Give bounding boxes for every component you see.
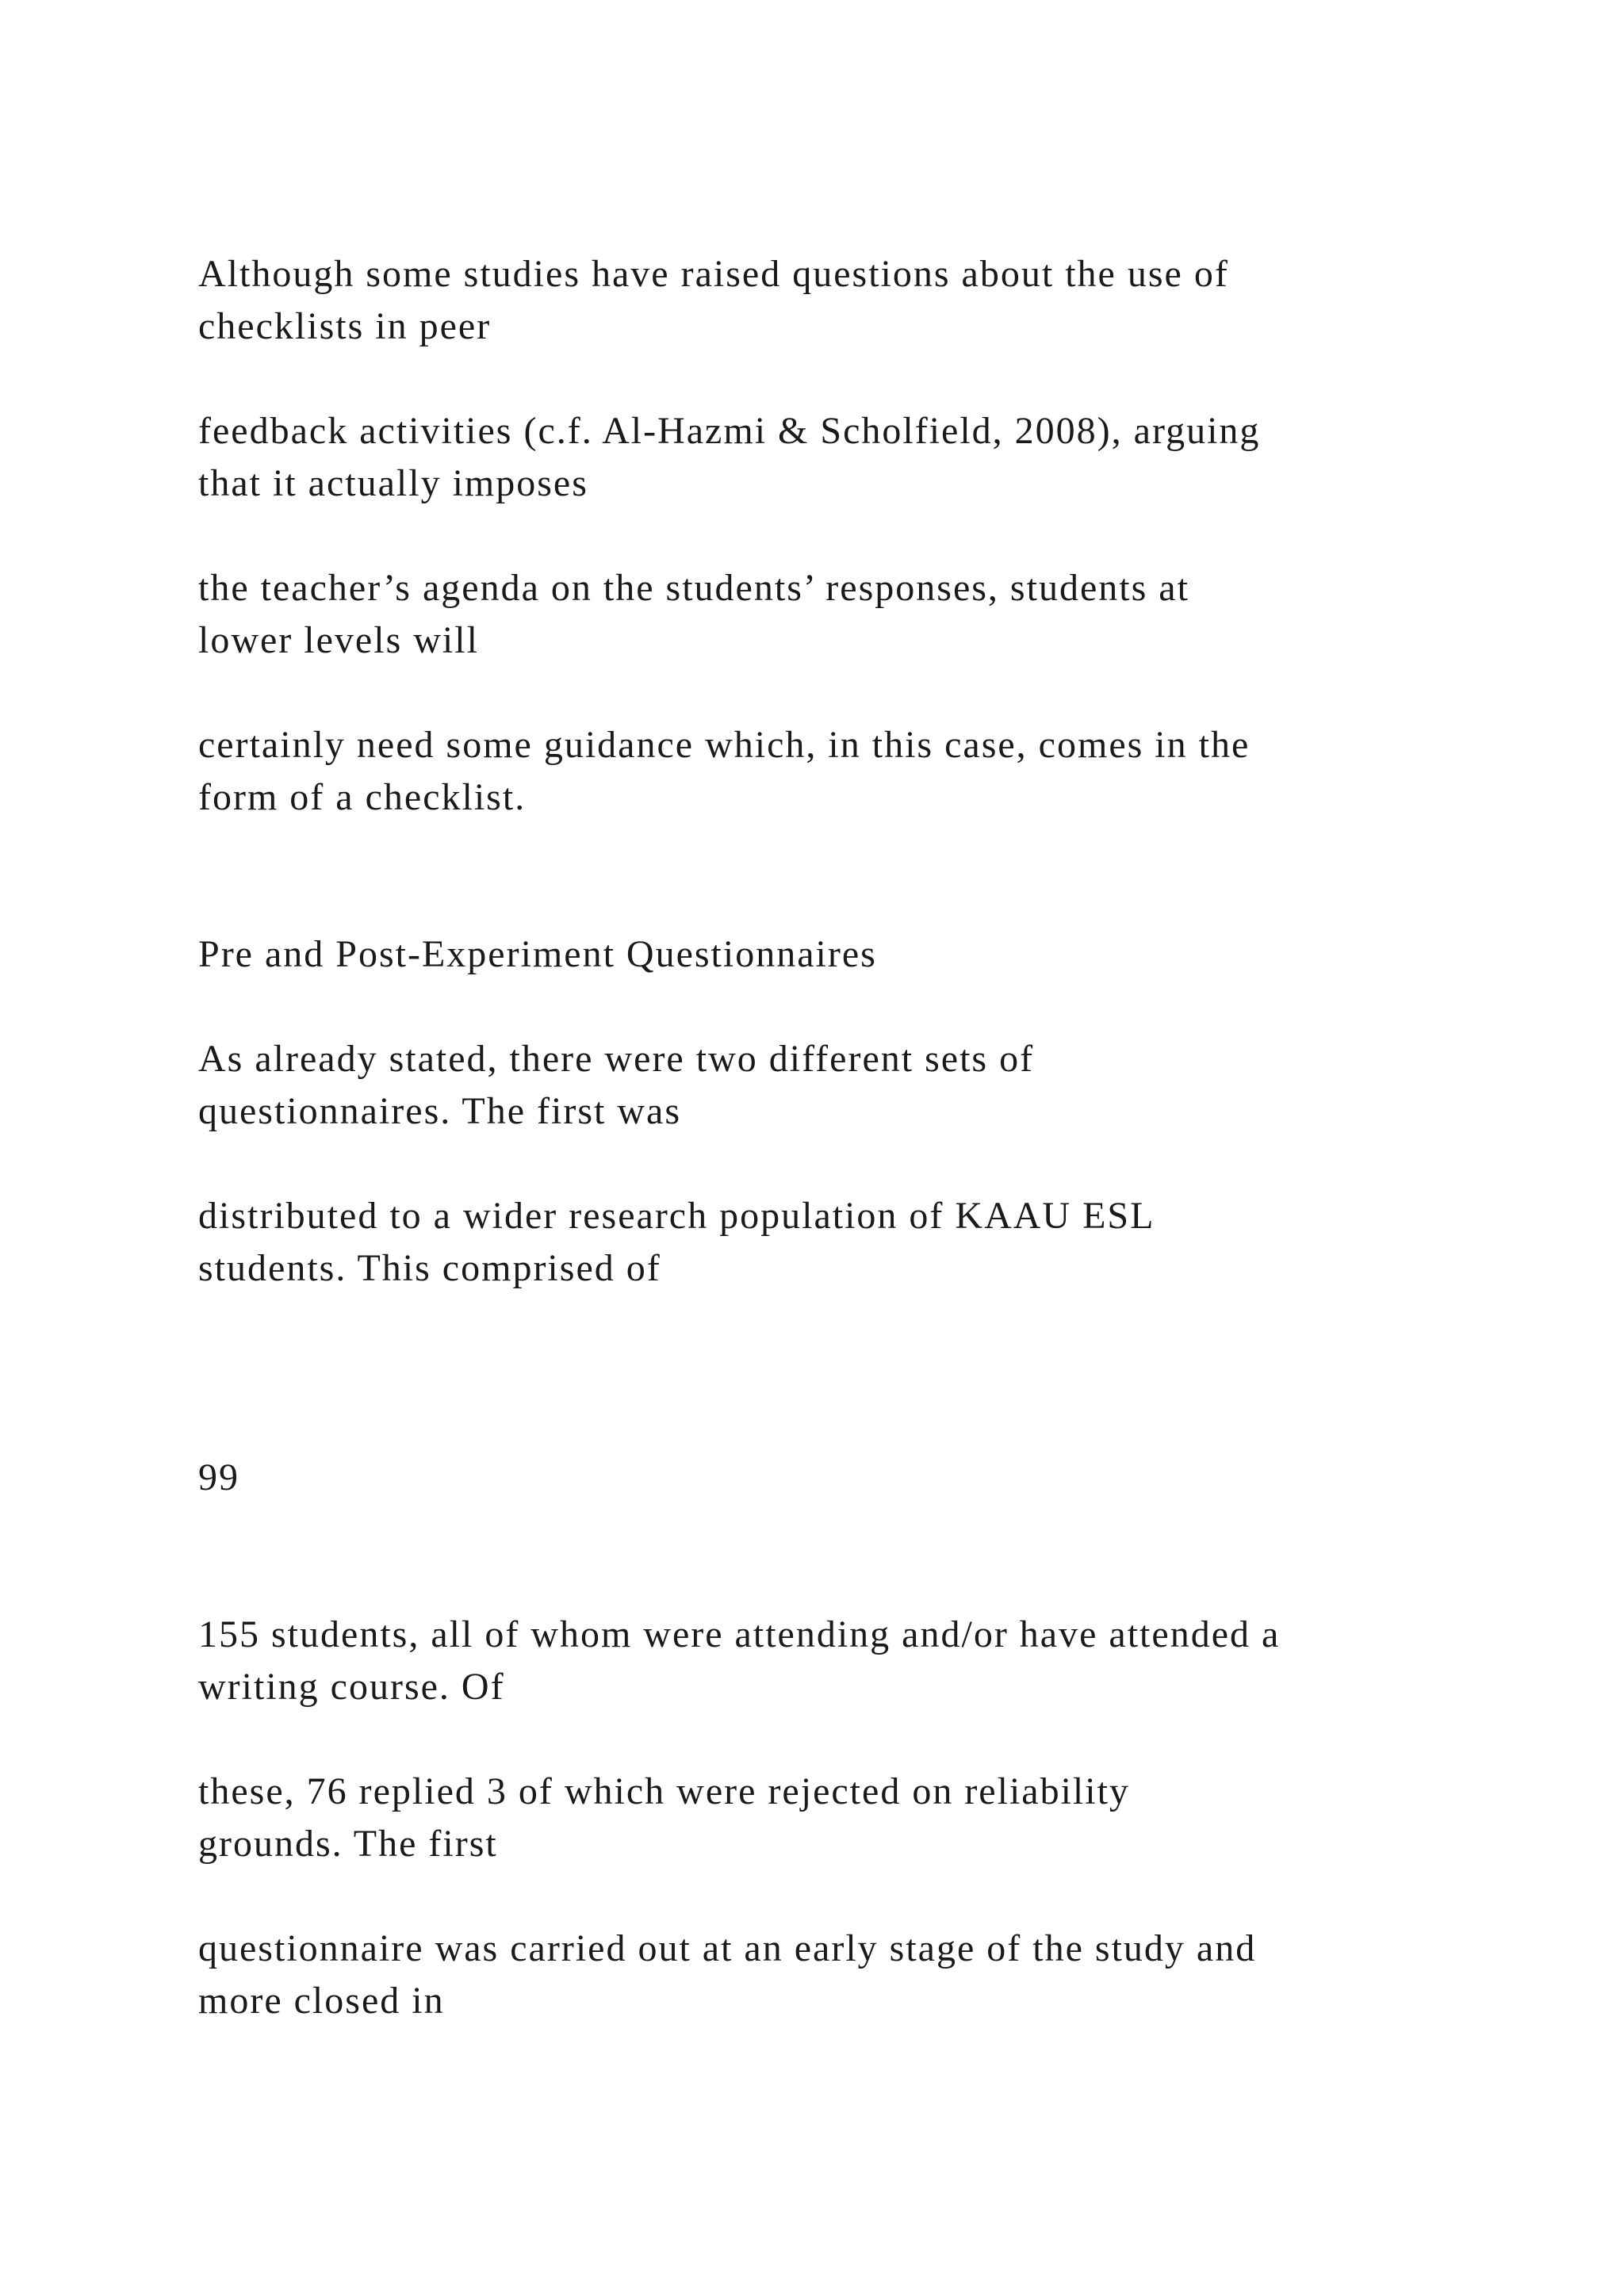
page-number <box>198 1452 1507 1504</box>
paragraph-8 <box>198 1766 1507 1870</box>
paragraph-1 <box>198 248 1507 353</box>
text-line: lower levels will <box>198 619 479 661</box>
text-line: more closed in <box>198 1980 445 2022</box>
text-line: feedback activities (c.f. Al-Hazmi & Scholfield, 2008), arguing <box>198 410 1261 452</box>
text-line: questionnaires. The first was <box>198 1090 681 1132</box>
section-heading <box>198 928 1507 981</box>
paragraph-3 <box>198 562 1507 667</box>
text-line: form of a checklist. <box>198 776 527 818</box>
text-line: students. This comprised of <box>198 1247 661 1289</box>
text-line: writing course. Of <box>198 1666 505 1708</box>
text-line: the teacher’s agenda on the students’ responses, students at <box>198 567 1189 609</box>
text-line: distributed to a wider research population of KAAU ESL <box>198 1195 1155 1237</box>
text-line: As already stated, there were two different sets of <box>198 1038 1035 1080</box>
text-line: that it actually imposes <box>198 462 588 504</box>
page-number-text: 99 <box>198 1456 239 1498</box>
paragraph-7 <box>198 1609 1507 1713</box>
paragraph-2 <box>198 405 1507 510</box>
paragraph-6 <box>198 1190 1507 1295</box>
paragraph-4 <box>198 719 1507 824</box>
text-line: 155 students, all of whom were attending and/or have attended a <box>198 1613 1281 1655</box>
text-line: checklists in peer <box>198 305 492 347</box>
text-line: grounds. The first <box>198 1823 498 1865</box>
text-line: questionnaire was carried out at an early stage of the study and <box>198 1927 1257 1969</box>
paragraph-9 <box>198 1923 1507 2027</box>
text-line: these, 76 replied 3 of which were rejected on reliability <box>198 1770 1130 1812</box>
heading-text: Pre and Post-Experiment Questionnaires <box>198 933 877 975</box>
text-line: Although some studies have raised questions about the use of <box>198 253 1229 295</box>
text-line: certainly need some guidance which, in this case, comes in the <box>198 724 1251 766</box>
paragraph-5 <box>198 1033 1507 1138</box>
